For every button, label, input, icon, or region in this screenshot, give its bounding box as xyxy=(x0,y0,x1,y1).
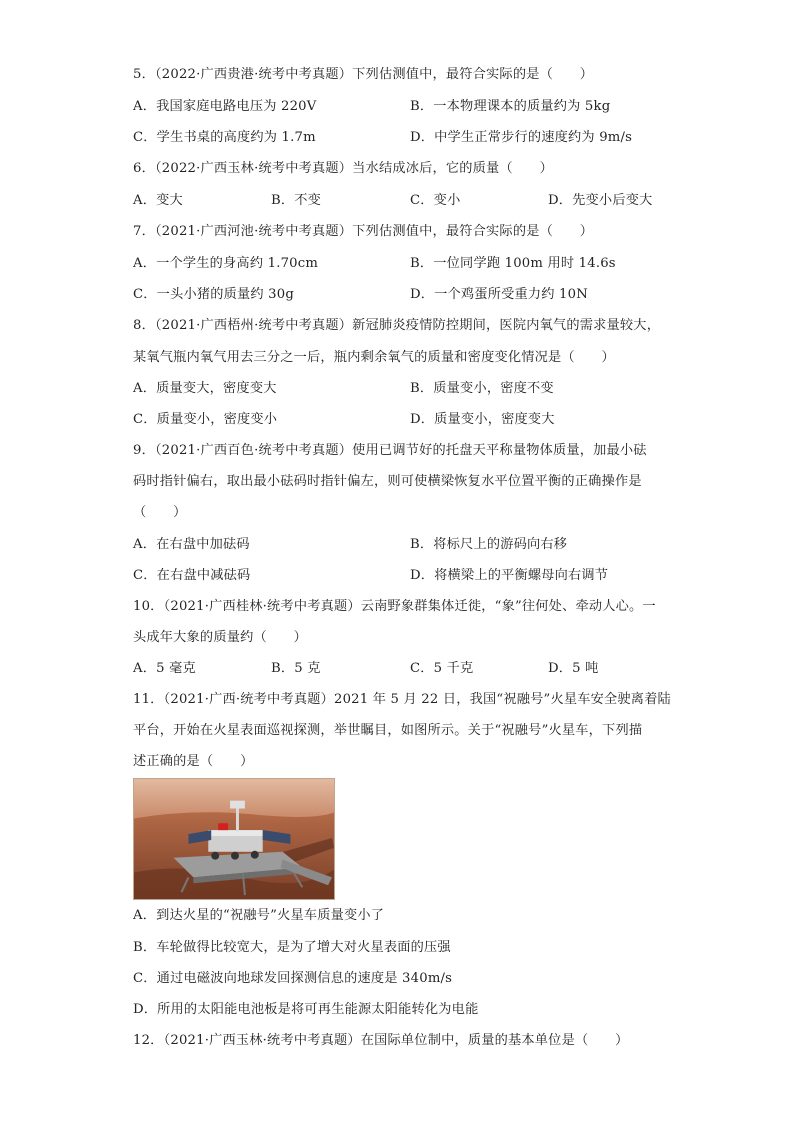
question-9-stem-line-1: 9．（2021·广西百色·统考中考真题）使用已调节好的托盘天平称量物体质量，加最小砝 xyxy=(133,443,647,458)
question-5-stem: 5．（2022·广西贵港·统考中考真题）下列估测值中，最符合实际的是（ ） xyxy=(133,67,594,82)
question-10-option-d: D．5 吨 xyxy=(548,661,599,676)
question-8-option-d: D．质量变小，密度变大 xyxy=(410,412,555,427)
question-10-option-b: B．5 克 xyxy=(271,661,321,676)
question-11-stem-line-2: 平台，开始在火星表面巡视探测，举世瞩目，如图所示。关于“祝融号”火星车，下列描 xyxy=(133,723,643,738)
question-10-option-c: C．5 千克 xyxy=(410,661,474,676)
question-6-option-b: B．不变 xyxy=(271,193,322,208)
question-9-stem-line-3: （ ） xyxy=(133,505,187,520)
question-5-option-b: B．一本物理课本的质量约为 5kg xyxy=(410,99,611,114)
question-7-option-c: C．一头小猪的质量约 30g xyxy=(133,287,294,302)
question-8-stem-line-2: 某氧气瓶内氧气用去三分之一后，瓶内剩余氧气的质量和密度变化情况是（ ） xyxy=(133,350,615,365)
question-9-option-a: A．在右盘中加砝码 xyxy=(133,537,250,552)
question-9-stem-line-2: 码时指针偏右，取出最小砝码时指针偏左，则可使横梁恢复水平位置平衡的正确操作是 xyxy=(133,474,642,489)
question-7-option-b: B．一位同学跑 100m 用时 14.6s xyxy=(410,256,616,271)
question-10-option-a: A．5 毫克 xyxy=(133,661,196,676)
question-8-option-b: B．质量变小，密度不变 xyxy=(410,381,554,396)
question-8-option-c: C．质量变小，密度变小 xyxy=(133,412,278,427)
question-9-option-c: C．在右盘中减砝码 xyxy=(133,568,251,583)
question-6-option-a: A．变大 xyxy=(133,193,183,208)
question-11-option-a: A．到达火星的“祝融号”火星车质量变小了 xyxy=(133,908,385,923)
question-5-option-d: D．中学生正常步行的速度约为 9m/s xyxy=(410,130,633,145)
question-11-option-c: C．通过电磁波向地球发回探测信息的速度是 340m/s xyxy=(133,971,453,986)
question-8-option-a: A．质量变大，密度变大 xyxy=(133,381,277,396)
question-6-stem: 6．（2022·广西玉林·统考中考真题）当水结成冰后，它的质量（ ） xyxy=(133,161,553,176)
sky-area xyxy=(134,779,334,818)
question-11-option-b: B．车轮做得比较宽大，是为了增大对火星表面的压强 xyxy=(133,940,451,955)
question-12-stem: 12．（2021·广西玉林·统考中考真题）在国际单位制中，质量的基本单位是（ ） xyxy=(133,1033,629,1048)
question-7-stem: 7．（2021·广西河池·统考中考真题）下列估测值中，最符合实际的是（ ） xyxy=(133,224,594,239)
question-11-stem-line-3: 述正确的是（ ） xyxy=(133,754,254,769)
question-6-option-c: C．变小 xyxy=(410,193,461,208)
mars-rover-photo-icon xyxy=(134,779,334,899)
question-5-option-c: C．学生书桌的高度约为 1.7m xyxy=(133,130,316,145)
question-11-stem-line-1: 11．（2021·广西·统考中考真题）2021 年 5 月 22 日，我国“祝融号”火星车安全驶离着陆 xyxy=(133,692,671,707)
question-7-option-d: D．一个鸡蛋所受重力约 10N xyxy=(410,287,588,302)
question-11-option-d: D．所用的太阳能电池板是将可再生能源太阳能转化为电能 xyxy=(133,1002,479,1017)
question-8-stem-line-1: 8．（2021·广西梧州·统考中考真题）新冠肺炎疫情防控期间，医院内氧气的需求量较大， xyxy=(133,318,661,333)
question-5-option-a: A．我国家庭电路电压为 220V xyxy=(133,99,317,114)
question-6-option-d: D．先变小后变大 xyxy=(548,193,653,208)
question-7-option-a: A．一个学生的身高约 1.70cm xyxy=(133,256,319,271)
question-10-stem-line-1: 10．（2021·广西桂林·统考中考真题）云南野象群集体迁徙，“象”往何处、牵动人心。一 xyxy=(133,599,656,614)
question-9-option-d: D．将横梁上的平衡螺母向右调节 xyxy=(410,568,609,583)
mars-rover-figure xyxy=(133,778,335,900)
question-10-stem-line-2: 头成年大象的质量约（ ） xyxy=(133,630,308,645)
question-9-option-b: B．将标尺上的游码向右移 xyxy=(410,537,568,552)
